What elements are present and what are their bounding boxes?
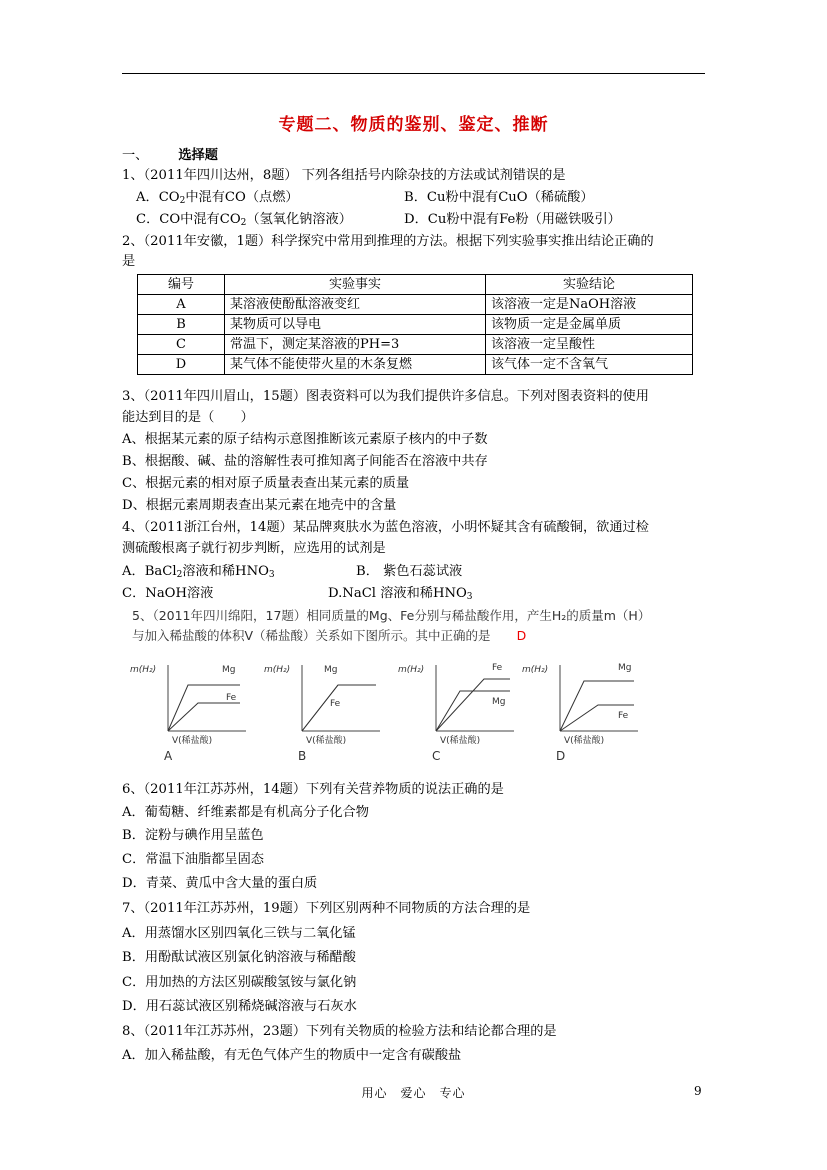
q6-stem: 6、（2011年江苏苏州，14题）下列有关营养物质的说法正确的是 [122, 782, 504, 797]
q3-option-c: C、根据元素的相对原子质量表查出某元素的质量 [122, 476, 410, 491]
graph-d-series-lower: Fe [618, 711, 629, 721]
q1-option-b: B．Cu粉中混有CuO（稀硫酸） [404, 190, 594, 205]
q1-option-c: C．CO中混有$CO_2$（氢氧化钠溶液） [136, 212, 352, 228]
graph-c [398, 659, 518, 774]
graph-b [264, 659, 384, 774]
graph-a [130, 659, 250, 774]
table-cell: D [138, 355, 225, 375]
q6-option-c: C．常温下油脂都呈固态 [122, 852, 264, 867]
q6-option-a: A．葡萄糖、纤维素都是有机高分子化合物 [122, 805, 369, 820]
graph-a-label: A [164, 749, 173, 763]
q6-option-b: B．淀粉与碘作用呈蓝色 [122, 828, 264, 843]
graph-b-series-lower: Fe [330, 699, 341, 709]
q4-option-a: A．BaCl$_2$溶液和稀$HNO_3$ [122, 564, 275, 580]
table-header-row [138, 275, 693, 295]
table-cell: C [138, 335, 225, 355]
table-row [138, 335, 693, 355]
q6-option-d: D．青菜、黄瓜中含大量的蛋白质 [122, 876, 318, 891]
table-cell: B [138, 315, 225, 335]
q3-stem-1: 3、（2011年四川眉山，15题）图表资料可以为我们提供许多信息。下列对图表资料的使用 [122, 389, 649, 404]
page-title: 专题二、物质的鉴别、鉴定、推断 [278, 115, 549, 135]
q5-figure [122, 605, 651, 777]
table-cell: 常温下，测定某溶液的PH=3 [225, 335, 486, 355]
q8-stem: 8、（2011年江苏苏州，23题）下列有关物质的检验方法和结论都合理的是 [122, 1024, 557, 1039]
q3-option-a: A、根据某元素的原子结构示意图推断该元素原子核内的中子数 [122, 432, 488, 447]
page-number: 9 [694, 1084, 702, 1098]
q2-stem-2: 是 [122, 254, 136, 269]
q7-option-c: C．用加热的方法区别碳酸氢铵与氯化钠 [122, 975, 357, 990]
graph-b-y-label: m(H₂) [264, 665, 291, 675]
graph-d [522, 659, 642, 774]
graph-c-series-upper: Fe [492, 663, 503, 673]
graph-d-series-upper: Mg [618, 663, 632, 673]
table-cell: 某溶液使酚酞溶液变红 [225, 295, 486, 315]
graph-b-x-label: V(稀盐酸) [306, 736, 347, 746]
graph-b-series-upper: Mg [324, 665, 338, 675]
q4-stem-1: 4、（2011浙江台州，14题）某品牌爽肤水为蓝色溶液，小明怀疑其含有硫酸铜，欲通过检 [122, 520, 649, 535]
table-cell: 某物质可以导电 [225, 315, 486, 335]
q4-stem-2: 测硫酸根离子就行初步判断，应选用的试剂是 [122, 541, 386, 556]
graph-a-series-upper: Mg [222, 665, 236, 675]
table-header-cell: 编号 [138, 275, 225, 295]
graph-d-label: D [556, 749, 566, 763]
section-number: 一、 [122, 148, 149, 163]
table-header-cell: 实验结论 [486, 275, 693, 295]
q1-option-d: D．Cu粉中混有Fe粉（用磁铁吸引） [404, 212, 621, 227]
table-cell: A [138, 295, 225, 315]
q3-stem-2: 能达到目的是（ ） [122, 410, 254, 425]
q1-option-a: A．$CO_2$中混有CO（点燃） [136, 190, 299, 206]
table-row [138, 315, 693, 335]
q4-option-d: D.NaCl 溶液和稀$HNO_3$ [328, 586, 473, 602]
table-cell: 某气体不能使带火星的木条复燃 [225, 355, 486, 375]
q5-stem-1: 5、（2011年四川绵阳，17题）相同质量的Mg、Fe分别与稀盐酸作用，产生H₂的质量m（H） [132, 608, 651, 623]
table-cell: 该物质一定是金属单质 [486, 315, 693, 335]
page-footer: 用心 爱心 专心 [361, 1086, 466, 1100]
table-row [138, 355, 693, 375]
graph-c-y-label: m(H₂) [398, 665, 425, 675]
q2-stem-1: 2、（2011年安徽，1题）科学探究中常用到推理的方法。根据下列实验事实推出结论正确的 [122, 234, 654, 249]
experiment-table [137, 274, 693, 375]
table-cell: 该溶液一定是NaOH溶液 [486, 295, 693, 315]
q8-option-a: A．加入稀盐酸，有无色气体产生的物质中一定含有碳酸盐 [122, 1048, 462, 1063]
q4-option-c: C．NaOH溶液 [122, 586, 214, 601]
q7-option-b: B．用酚酞试液区别氯化钠溶液与稀醋酸 [122, 950, 356, 965]
q5-stem-2: 与加入稀盐酸的体积V（稀盐酸）关系如下图所示。其中正确的是 D [132, 628, 527, 643]
q5-answer: D [516, 628, 527, 643]
q7-option-a: A．用蒸馏水区别四氧化三铁与二氧化锰 [122, 926, 356, 941]
q7-option-d: D．用石蕊试液区别稀烧碱溶液与石灰水 [122, 999, 357, 1014]
graph-b-label: B [298, 749, 307, 763]
graph-c-series-lower: Mg [492, 697, 506, 707]
graph-d-y-label: m(H₂) [522, 665, 549, 675]
q3-option-d: D、根据元素周期表查出某元素在地壳中的含量 [122, 498, 397, 513]
graph-a-series-lower: Fe [226, 693, 237, 703]
header-rule [122, 73, 705, 74]
q4-option-b: B． 紫色石蕊试液 [356, 564, 463, 579]
graph-c-x-label: V(稀盐酸) [440, 736, 481, 746]
graph-a-y-label: m(H₂) [130, 665, 157, 675]
table-cell: 该溶液一定呈酸性 [486, 335, 693, 355]
q1-stem: 1、（2011年四川达州，8题） 下列各组括号内除杂技的方法或试剂错误的是 [122, 168, 566, 183]
table-header-cell: 实验事实 [225, 275, 486, 295]
q7-stem: 7、（2011年江苏苏州，19题）下列区别两种不同物质的方法合理的是 [122, 901, 531, 916]
q3-option-b: B、根据酸、碱、盐的溶解性表可推知离子间能否在溶液中共存 [122, 454, 488, 469]
graph-c-label: C [432, 749, 441, 763]
graph-a-x-label: V(稀盐酸) [172, 736, 213, 746]
section-label: 选择题 [178, 148, 218, 163]
table-cell: 该气体一定不含氧气 [486, 355, 693, 375]
graph-d-x-label: V(稀盐酸) [564, 736, 605, 746]
section-heading [122, 146, 218, 166]
table-row [138, 295, 693, 315]
